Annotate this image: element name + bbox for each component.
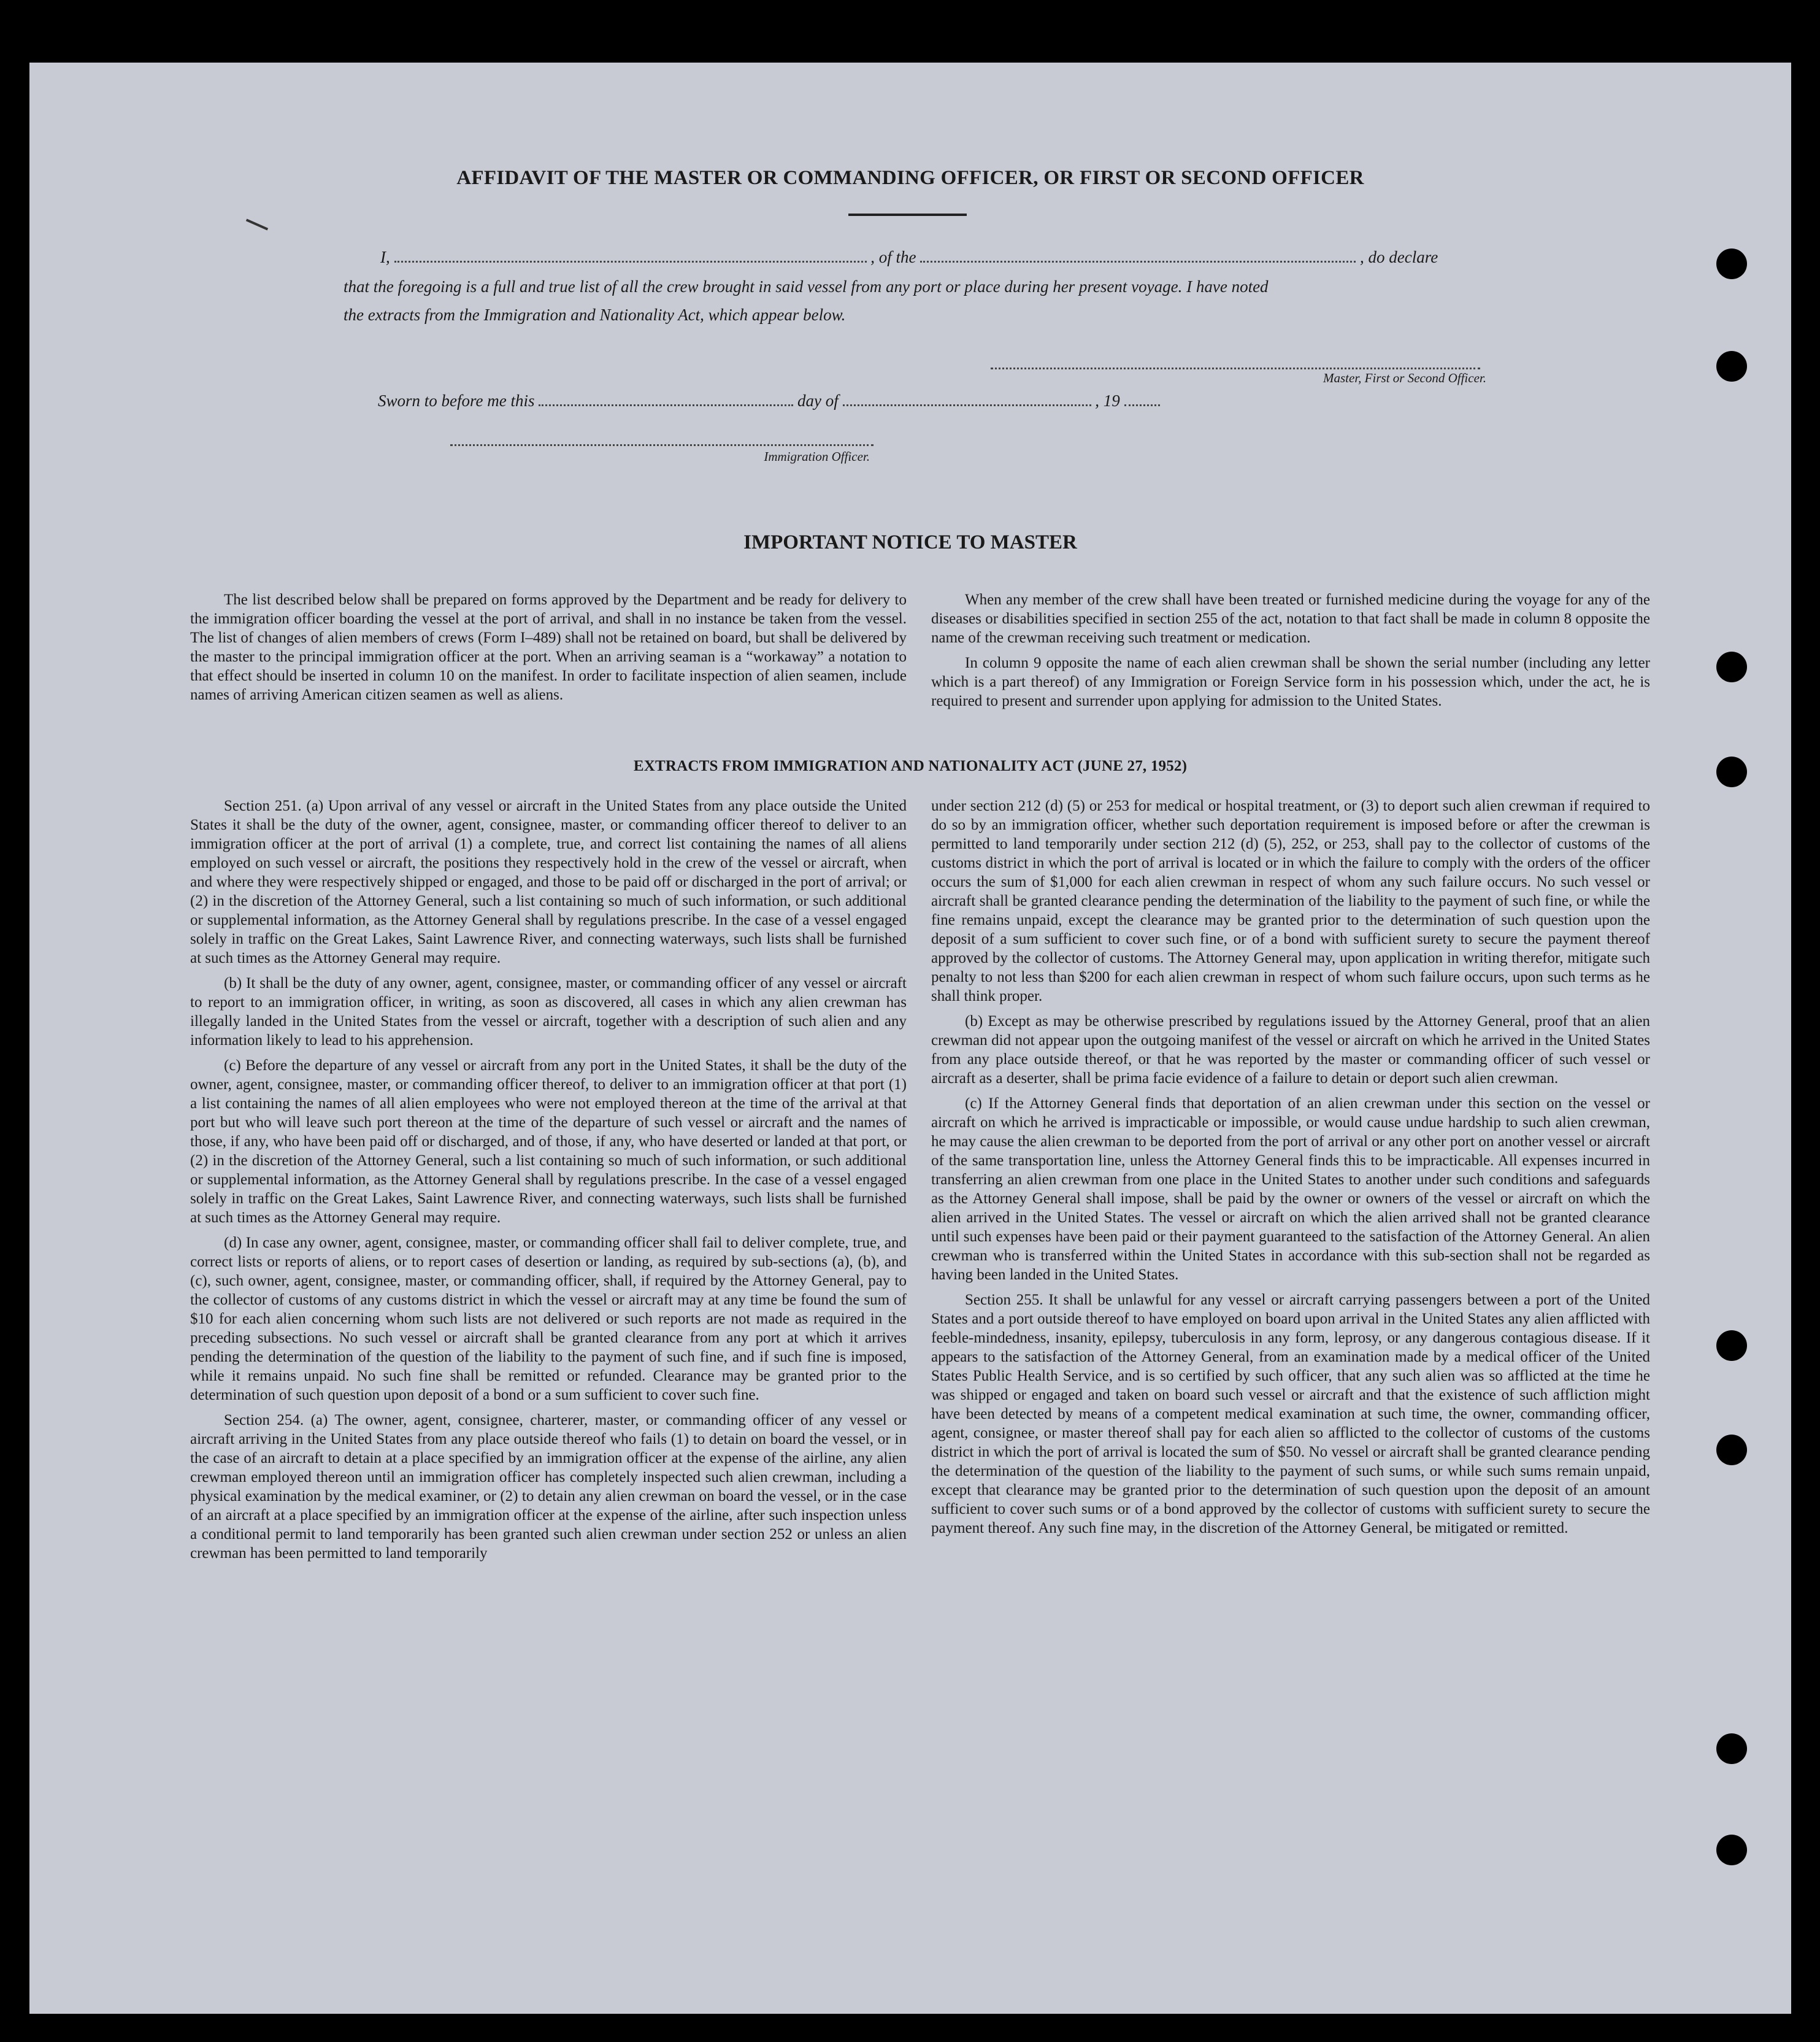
section-paragraph: Section 251. (a) Upon arrival of any vessel or aircraft in the United States from any place outside the United States it shall be the duty of the owner, agent, consignee, master, or commanding officer thereof to deliver to an immigration officer at the port of arrival (1) a complete, true, and correct list containing the names of all aliens employed on such vessel or aircraft, the positions they respectively hold in the crew of the vessel or aircraft, when and where they were respectively shipped or engaged, and those to be paid off or discharged in the port of arrival; or (2) in the discretion of the Attorney General, such a list containing so much of such information, or such additional or supplemental information, as the Attorney General shall by regulations prescribe. In the case of a vessel engaged solely in traffic on the Great Lakes, Saint Lawrence River, and connecting waterways, such lists shall be furnished at such times as the Attorney General may require. (190, 798, 907, 966)
of-the-label: , of the (870, 248, 916, 266)
sworn-day-field[interactable] (539, 404, 793, 406)
section-paragraph: (c) Before the departure of any vessel or aircraft from any port in the United States, it shall be the duty of the owner, agent, consignee, master, or commanding officer thereof, to deliver to an immigration officer at that port (1) a list containing the names of all alien employees who were not employed thereon at the time of the arrival at that port but who will leave such port thereon at the time of the departure of such vessel or aircraft and the names of those, if any, who have been paid off or discharged, and of those, if any, who have deserted or landed at that port, or (2) in the discretion of the Attorney General, such a list containing so much of such information, or such additional or supplemental information, as the Attorney General shall by regulations prescribe. In the case of a vessel engaged solely in traffic on the Great Lakes, Saint Lawrence River, and connecting waterways, such lists shall be furnished at such times as the Attorney General may require. (190, 1057, 907, 1226)
notice-paragraph: When any member of the crew shall have been treated or furnished medicine during the voyage for any of the diseases or disabilities specified in section 255 of the act, notation to that fact shall be made in column 8 opposite the name of the crewman receiving such treatment or medication. (931, 591, 1650, 646)
notice-paragraph: In column 9 opposite the name of each alien crewman shall be shown the serial number (including any letter which is a part thereof) of any Immigration or Foreign Service form in his possession which, under the act, he is required to present and surrender upon applying for admission to the United States. (931, 655, 1650, 709)
extracts-left-column (190, 796, 907, 1569)
extracts-title: EXTRACTS FROM IMMIGRATION AND NATIONALITY ACT (JUNE 27, 1952) (633, 758, 1188, 774)
title-underline (848, 214, 967, 216)
year-prefix: , 19 (1095, 391, 1120, 410)
notice-title: IMPORTANT NOTICE TO MASTER (743, 531, 1077, 553)
extracts-right-column (931, 796, 1650, 1544)
section-paragraph: (c) If the Attorney General finds that deportation of an alien crewman under this section on the vessel or aircraft on which he arrived is impracticable or impossible, or would cause undue hardship to such alien crewman, he may cause the alien crewman to be deported from the port of arrival or any other port on another vessel or aircraft of the same transportation line, unless the Attorney General finds this to be impracticable. All expenses incurred in transferring an alien crewman from one place in the United States to another under such conditions and safeguards as the Attorney General shall impose, shall be paid by the owner or owners of the vessel or aircraft on which the alien arrived in the United States. The vessel or aircraft on which the alien arrived shall not be granted clearance until such expenses have been paid or their payment guaranteed to the satisfaction of the Attorney General. An alien crewman who is transferred within the United States in accordance with this sub-section shall not be regarded as having been landed in the United States. (931, 1095, 1650, 1283)
section-paragraph: (b) Except as may be otherwise prescribed by regulations issued by the Attorney General, proof that an alien crewman did not appear upon the outgoing manifest of the vessel or aircraft on which he arrived in the United States from any place outside thereof, or that he was reported by the master or commanding officer of such vessel or aircraft as a deserter, shall be prima facie evidence of a failure to detain or deport such alien crewman. (931, 1013, 1650, 1087)
statement-line-1: that the foregoing is a full and true list of all the crew brought in said vessel from any port or place during her present voyage. I have noted (344, 277, 1269, 296)
sworn-month-field[interactable] (843, 404, 1091, 406)
punch-hole-icon (1716, 1835, 1747, 1865)
section-paragraph: Section 254. (a) The owner, agent, consignee, charterer, master, or commanding officer of any vessel or aircraft arriving in the United States from any place outside thereof who fails (1) to detain on board the vessel, or in the case of an aircraft to detain at a place specified by an immigration officer at the expense of the airline, any alien crewman employed thereon until an immigration officer has completely inspected such alien crewman, including a physical examination by the medical examiner, or (2) to detain any alien crewman on board the vessel, or in the case of an aircraft at a place specified by an immigration officer at the expense of the airline, after such inspection unless a conditional permit to land temporarily has been granted such alien crewman under section 252 or unless an alien crewman has been permitted to land temporarily (190, 1412, 907, 1562)
section-paragraph: (d) In case any owner, agent, consignee, master, or commanding officer shall fail to deliver complete, true, and correct lists or reports of aliens, or to report cases of desertion or landing, as required by sub-sections (a), (b), and (c), such owner, agent, consignee, master, or commanding officer, shall, if required by the Attorney General, pay to the collector of customs of any customs district in which the vessel or aircraft may at any time be found the sum of $10 for each alien concerning whom such lists are not delivered or such reports are not made as required in the preceding subsections. No such vessel or aircraft shall be granted clearance from any port at which it arrives pending the determination of the question of the liability to the payment of such fine, and if such fine is imposed, while it remains unpaid. No such fine shall be remitted or refunded. Clearance may be granted prior to the determination of such question upon deposit of a bond or a sum sufficient to cover such fine. (190, 1235, 907, 1403)
sworn-label: Sworn to before me this (378, 391, 535, 410)
form-page (29, 63, 1791, 2014)
punch-hole-icon (1716, 351, 1747, 382)
affidavit-title: AFFIDAVIT OF THE MASTER OR COMMANDING OFFICER, OR FIRST OR SECOND OFFICER (456, 167, 1364, 189)
officer-signature-label: Immigration Officer. (764, 449, 870, 464)
officer-signature-line[interactable] (450, 444, 874, 446)
day-of-label: day of (797, 391, 839, 410)
section-paragraph: under section 212 (d) (5) or 253 for medical or hospital treatment, or (3) to deport such alien crewman if required to do so by an immigration officer, whether such deportation requirement is imposed before or after the crewman is permitted to land temporarily under section 212 (d) (5), 252, or 253, shall pay to the collector of customs of the customs district in which the port of arrival is located or in which the failure to comply with the orders of the officer occurs the sum of $1,000 for each alien crewman in respect of whom any such failure occurs. No such vessel or aircraft shall be granted clearance pending the determination of the liability to the payment of such fine, or while the fine remains unpaid, except the clearance may be granted prior to the determination of such question upon the deposit of a sum sufficient to cover such fine, or of a bond with sufficient surety to secure the payment thereof approved by the collector of customs. The Attorney General may, upon application in writing therefor, mitigate such penalty to not less than $200 for each alien crewman in respect of whom such failure occurs, upon such terms as he shall think proper. (931, 798, 1650, 1004)
notice-right-column (931, 590, 1650, 717)
vessel-field[interactable] (920, 261, 1356, 263)
sworn-line (378, 391, 1237, 410)
sworn-year-field[interactable] (1124, 404, 1160, 406)
punch-hole-icon (1716, 1435, 1747, 1465)
master-signature-line[interactable] (991, 368, 1480, 369)
section-paragraph: Section 255. It shall be unlawful for any vessel or aircraft carrying passengers between a port of the United States and a port outside thereof to have employed on board upon arrival in the United States any alien afflicted with feeble-mindedness, insanity, epilepsy, tuberculosis in any form, leprosy, or any dangerous contagious disease. If it appears to the satisfaction of the Attorney General, from an examination made by a medical officer of the United States Public Health Service, and is so certified by such officer, that any such alien was so afflicted at the time he was shipped or engaged and taken on board such vessel or aircraft and that the existence of such affliction might have been detected by means of a competent medical examination at such time, the owner, commanding officer, agent, consignee, or master thereof shall pay for each alien so afflicted to the collector of customs of the customs district in which the port of arrival is located the sum of $50. No vessel or aircraft shall be granted clearance pending the determination of the question of the liability to the payment of such sums, or while such sums remain unpaid, except that clearance may be granted prior to the determination of such question upon the deposit of an amount sufficient to cover such sums or of a bond approved by the collector of customs with sufficient surety to secure the payment thereof. Any such fine may, in the discretion of the Attorney General, be mitigated or remitted. (931, 1292, 1650, 1536)
punch-hole-icon (1716, 249, 1747, 279)
declaration-line (380, 248, 1509, 267)
do-declare-label: , do declare (1360, 248, 1438, 266)
name-field[interactable] (394, 261, 867, 263)
notice-paragraph: The list described below shall be prepared on forms approved by the Department and be ready for delivery to the immigration officer boarding the vessel at the port of arrival, and shall in no instance be taken from the vessel. The list of changes of alien members of crews (Form I–489) shall not be retained on board, but shall be delivered by the master to the principal immigration officer at the port. When an arriving seaman is a “workaway” a notation to that effect should be inserted in column 10 on the manifest. In order to facilitate inspection of alien seamen, include names of arriving American citizen seamen as well as aliens. (190, 591, 907, 703)
punch-hole-icon (1716, 757, 1747, 787)
punch-hole-icon (1716, 1330, 1747, 1361)
punch-hole-icon (1716, 652, 1747, 682)
i-label: I, (380, 248, 390, 266)
section-paragraph: (b) It shall be the duty of any owner, agent, consignee, master, or commanding officer of any vessel or aircraft to report to an immigration officer, in writing, as soon as discovered, all cases in which any alien crewman has illegally landed in the United States from the vessel or aircraft, together with a description of such alien and any information likely to lead to his apprehension. (190, 975, 907, 1049)
notice-left-column (190, 590, 907, 711)
statement-line-2: the extracts from the Immigration and Nationality Act, which appear below. (344, 306, 846, 324)
punch-hole-icon (1716, 1733, 1747, 1764)
master-signature-label: Master, First or Second Officer. (1323, 371, 1486, 385)
pen-mark (246, 218, 268, 230)
